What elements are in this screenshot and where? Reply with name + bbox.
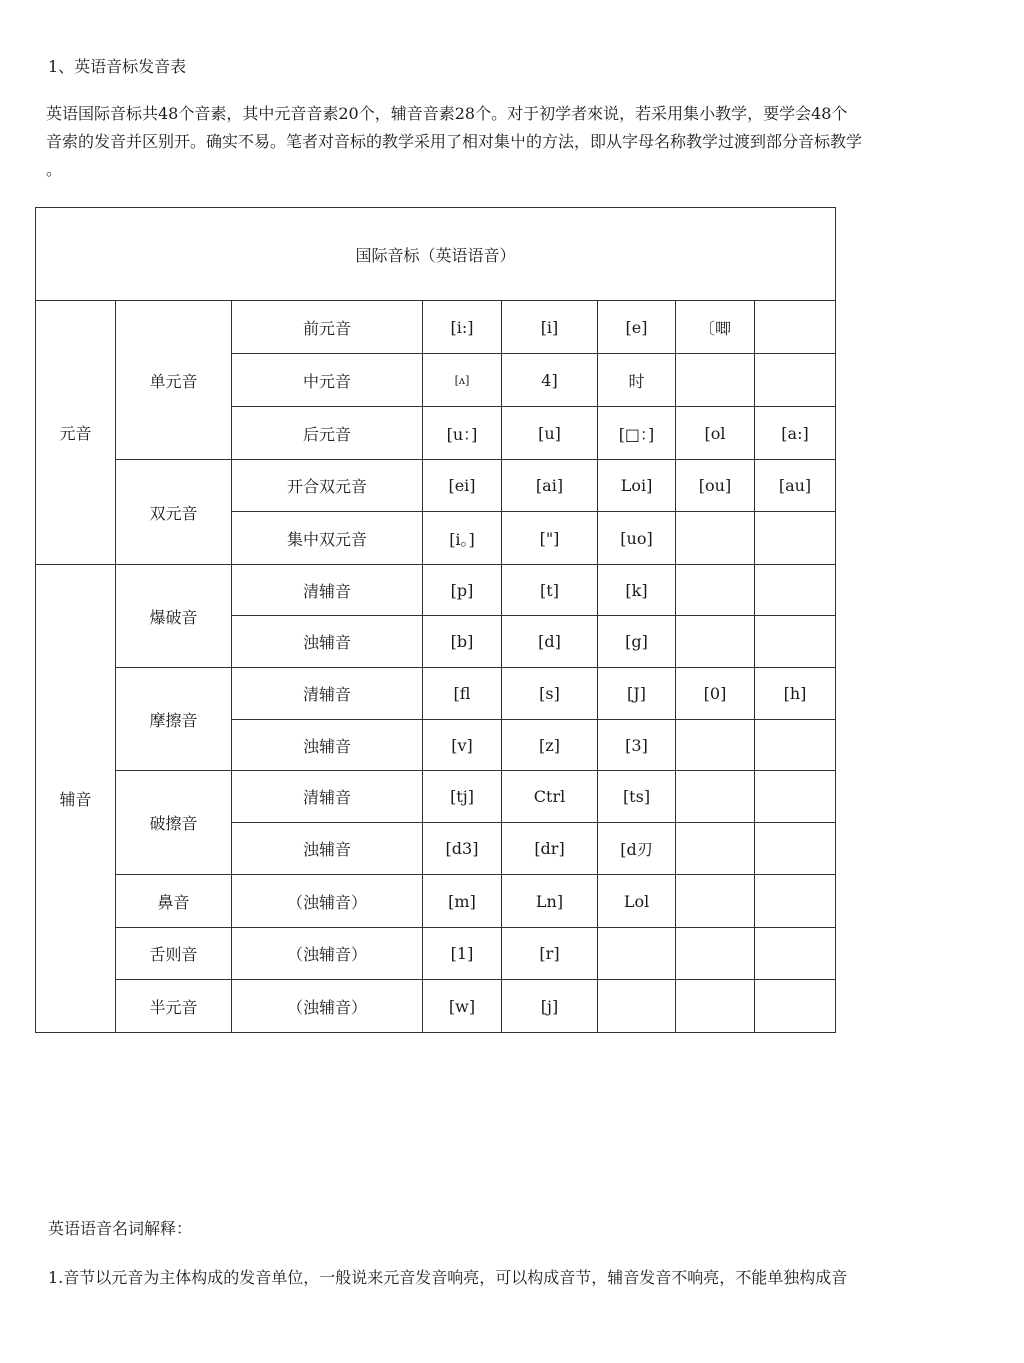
row-label: （浊辅音）	[232, 875, 423, 928]
phoneme-cell: [u：]	[423, 407, 502, 460]
phoneme-cell: [tj]	[423, 771, 502, 823]
phoneme-cell	[676, 980, 755, 1033]
row-label: 集中双元音	[232, 512, 423, 565]
phoneme-cell	[755, 771, 836, 823]
row-label: 后元音	[232, 407, 423, 460]
phoneme-cell: [w]	[423, 980, 502, 1033]
phoneme-cell: [k]	[598, 565, 676, 616]
phoneme-cell: Ln]	[502, 875, 598, 928]
row-label: （浊辅音）	[232, 928, 423, 980]
phoneme-cell: Lol	[598, 875, 676, 928]
row-label: 浊辅音	[232, 720, 423, 771]
phoneme-cell	[755, 875, 836, 928]
vowel-category: 元音	[36, 301, 116, 565]
section-heading: 1、英语音标发音表	[48, 57, 187, 76]
phoneme-cell	[755, 928, 836, 980]
phoneme-cell	[598, 980, 676, 1033]
glossary-heading: 英语语音名词解释：	[48, 1219, 193, 1238]
phoneme-cell: [i]	[502, 301, 598, 354]
phoneme-cell	[676, 771, 755, 823]
intro-line: 英语国际音标共48个音素，其中元音音素20个，辅音音素28个。对于初学者來说，若采用集小教学，要学会48个	[46, 104, 848, 123]
ipa-table	[35, 207, 836, 1033]
phoneme-cell	[755, 565, 836, 616]
phoneme-cell	[676, 512, 755, 565]
phoneme-cell: [t]	[502, 565, 598, 616]
phoneme-cell: [v]	[423, 720, 502, 771]
phoneme-cell: 〔唧	[676, 301, 755, 354]
phoneme-cell: [J]	[598, 668, 676, 720]
phoneme-cell	[676, 565, 755, 616]
phoneme-cell: [g]	[598, 616, 676, 668]
table-title: 国际音标（英语语音）	[36, 208, 836, 301]
phoneme-cell: [h]	[755, 668, 836, 720]
phoneme-cell	[676, 354, 755, 407]
row-label: 浊辅音	[232, 823, 423, 875]
monophthong-group: 单元音	[116, 301, 232, 460]
phoneme-cell	[676, 823, 755, 875]
phoneme-cell: [a:]	[755, 407, 836, 460]
semivowel-group: 半元音	[116, 980, 232, 1033]
row-label: 前元音	[232, 301, 423, 354]
phoneme-cell: [ts]	[598, 771, 676, 823]
plosive-group: 爆破音	[116, 565, 232, 668]
phoneme-cell: [r]	[502, 928, 598, 980]
affricate-group: 破擦音	[116, 771, 232, 875]
phoneme-cell: [ʌ]	[423, 354, 502, 407]
phoneme-cell	[676, 928, 755, 980]
phoneme-cell	[676, 720, 755, 771]
phoneme-cell: [1]	[423, 928, 502, 980]
lateral-group: 舌则音	[116, 928, 232, 980]
nasal-group: 鼻音	[116, 875, 232, 928]
phoneme-cell	[755, 512, 836, 565]
phoneme-cell: [s]	[502, 668, 598, 720]
phoneme-cell: [ai]	[502, 460, 598, 512]
phoneme-cell: [d刃	[598, 823, 676, 875]
phoneme-cell: [b]	[423, 616, 502, 668]
phoneme-cell: [m]	[423, 875, 502, 928]
phoneme-cell: [dr]	[502, 823, 598, 875]
phoneme-cell	[676, 616, 755, 668]
phoneme-cell	[755, 720, 836, 771]
glossary-item: 1.音节以元音为主体构成的发音单位，一般说来元音发音响亮，可以构成音节，辅音发音不响亮，不能单独构成音	[48, 1268, 848, 1287]
phoneme-cell: [d]	[502, 616, 598, 668]
phoneme-cell: Ctrl	[502, 771, 598, 823]
phoneme-cell: [uo]	[598, 512, 676, 565]
phoneme-cell: [3]	[598, 720, 676, 771]
phoneme-cell: [p]	[423, 565, 502, 616]
phoneme-cell: [u]	[502, 407, 598, 460]
phoneme-cell: [e]	[598, 301, 676, 354]
phoneme-cell	[755, 616, 836, 668]
phoneme-cell: [i。]	[423, 512, 502, 565]
phoneme-cell: [ei]	[423, 460, 502, 512]
phoneme-cell: Loi]	[598, 460, 676, 512]
intro-line: 。	[46, 160, 63, 179]
phoneme-cell: [□：]	[598, 407, 676, 460]
phoneme-cell: [z]	[502, 720, 598, 771]
row-label: 清辅音	[232, 771, 423, 823]
intro-paragraph	[46, 100, 976, 184]
phoneme-cell	[676, 875, 755, 928]
consonant-category: 辅音	[36, 565, 116, 1033]
row-label: 清辅音	[232, 565, 423, 616]
row-label: 浊辅音	[232, 616, 423, 668]
phoneme-cell: ["]	[502, 512, 598, 565]
row-label: （浊辅音）	[232, 980, 423, 1033]
diphthong-group: 双元音	[116, 460, 232, 565]
phoneme-cell: [ol	[676, 407, 755, 460]
phoneme-cell: [j]	[502, 980, 598, 1033]
phoneme-cell	[755, 354, 836, 407]
row-label: 中元音	[232, 354, 423, 407]
row-label: 清辅音	[232, 668, 423, 720]
fricative-group: 摩擦音	[116, 668, 232, 771]
phoneme-cell: [0]	[676, 668, 755, 720]
phoneme-cell: 时	[598, 354, 676, 407]
intro-line: 音索的发音并区别开。确实不易。笔者对音标的教学采用了相对集屮的方法，即从字母名称教学过渡到部分音标教学	[46, 132, 863, 151]
phoneme-cell: [au]	[755, 460, 836, 512]
phoneme-cell	[755, 980, 836, 1033]
phoneme-cell: [d3]	[423, 823, 502, 875]
phoneme-cell	[755, 301, 836, 354]
phoneme-cell: [i:]	[423, 301, 502, 354]
phoneme-cell	[598, 928, 676, 980]
row-label: 开合双元音	[232, 460, 423, 512]
phoneme-cell: [ou]	[676, 460, 755, 512]
phoneme-cell	[755, 823, 836, 875]
phoneme-cell: 4]	[502, 354, 598, 407]
phoneme-cell: [fl	[423, 668, 502, 720]
